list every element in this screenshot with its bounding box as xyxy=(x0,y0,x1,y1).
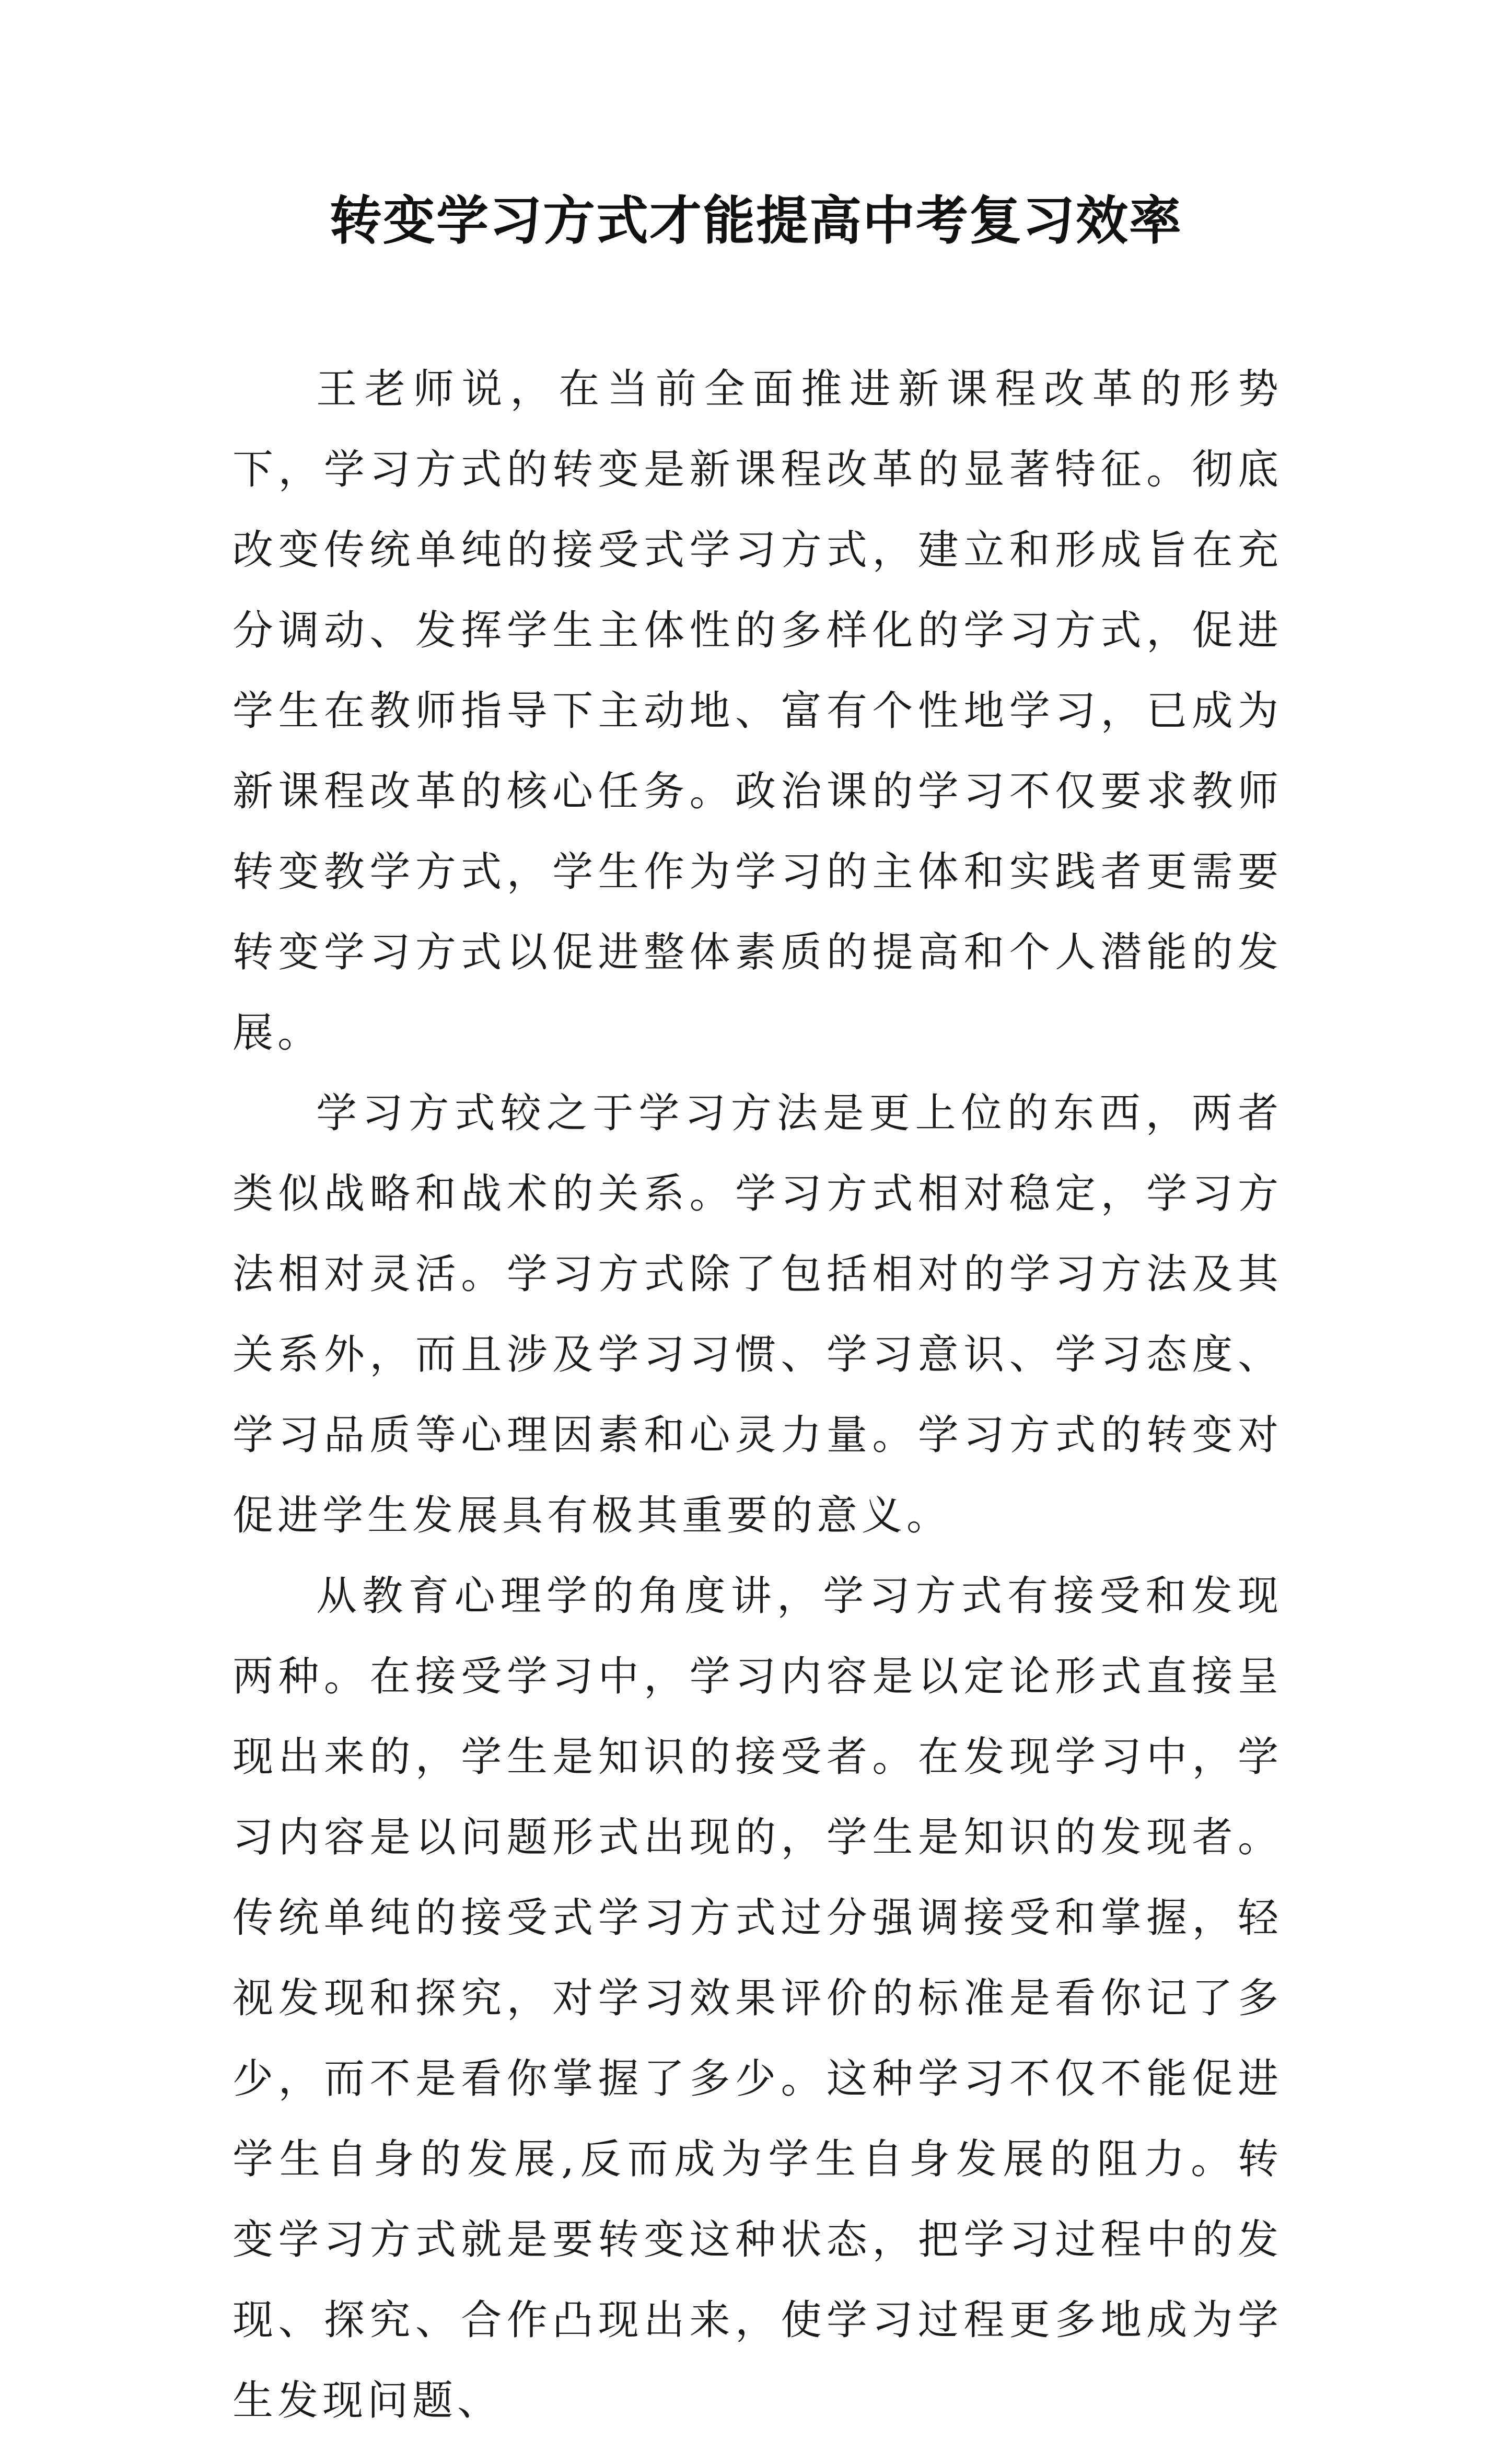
document-body xyxy=(232,349,1283,2441)
document-title: 转变学习方式才能提高中考复习效率 xyxy=(330,190,1182,251)
paragraph-2: 学习方式较之于学习方法是更上位的东西，两者类似战略和战术的关系。学习方式相对稳定，学习方法相对灵活。学习方式除了包括相对的学习方法及其关系外，而且涉及学习习惯、学习意识、学习态度、学习品质等心理因素和心灵力量。学习方式的转变对促进学生发展具有极其重要的意义。 xyxy=(232,1090,1283,1539)
paragraph-3: 从教育心理学的角度讲，学习方式有接受和发现两种。在接受学习中，学习内容是以定论形式直接呈现出来的，学生是知识的接受者。在发现学习中，学习内容是以问题形式出现的，学生是知识的发现者。传统单纯的接受式学习方式过分强调接受和掌握，轻视发现和探究，对学习效果评价的标准是看你记了多少，而不是看你掌握了多少。这种学习不仅不能促进学生自身的发展,反而成为学生自身发展的阻力。转变学习方式就是要转变这种状态，把学习过程中的发现、探究、合作凸现出来，使学习过程更多地成为学生发现问题、 xyxy=(232,1573,1283,2424)
paragraph-1: 王老师说，在当前全面推进新课程改革的形势下，学习方式的转变是新课程改革的显著特征。彻底改变传统单纯的接受式学习方式，建立和形成旨在充分调动、发挥学生主体性的多样化的学习方式，促进学生在教师指导下主动地、富有个性地学习，已成为新课程改革的核心任务。政治课的学习不仅要求教师转变教学方式，学生作为学习的主体和实践者更需要转变学习方式以促进整体素质的提高和个人潜能的发展。 xyxy=(232,366,1283,1056)
